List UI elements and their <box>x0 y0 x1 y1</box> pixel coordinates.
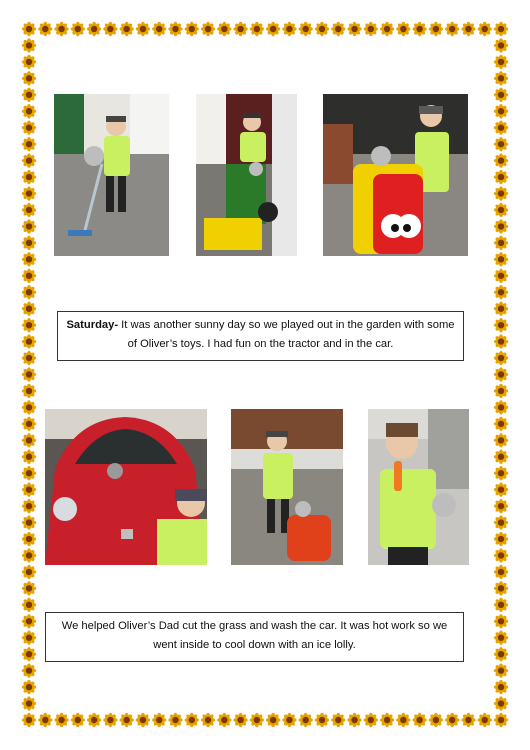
sunflower-icon <box>347 713 361 727</box>
sunflower-icon <box>22 121 36 135</box>
sunflower-icon <box>22 236 36 250</box>
sunflower-icon <box>71 22 85 36</box>
sunflower-icon <box>22 219 36 233</box>
sunflower-icon <box>103 713 117 727</box>
sunflower-icon <box>461 22 475 36</box>
sunflower-icon <box>380 713 394 727</box>
sunflower-icon <box>412 22 426 36</box>
sunflower-icon <box>201 22 215 36</box>
sunflower-icon <box>201 713 215 727</box>
sunflower-icon <box>22 499 36 513</box>
activity-text: We helped Oliver’s Dad cut the grass and wash the car. It was hot work so we went inside to cool down with an ice lolly. <box>61 620 448 651</box>
sunflower-icon <box>494 285 508 299</box>
sunflower-icon <box>38 22 52 36</box>
sunflower-icon <box>494 334 508 348</box>
sunflower-icon <box>22 713 36 727</box>
photo-scooter-boy <box>54 94 169 256</box>
sunflower-icon <box>315 22 329 36</box>
photo-red-car <box>45 409 207 565</box>
sunflower-icon <box>331 22 345 36</box>
sunflower-icon <box>445 713 459 727</box>
sunflower-icon <box>22 565 36 579</box>
sunflower-icon <box>22 450 36 464</box>
sunflower-icon <box>22 647 36 661</box>
sunflower-icon <box>168 22 182 36</box>
sunflower-icon <box>152 713 166 727</box>
sunflower-icon <box>494 137 508 151</box>
sunflower-icon <box>22 334 36 348</box>
sunflower-icon <box>494 713 508 727</box>
photo-tractor-boy <box>196 94 297 256</box>
sunflower-icon <box>38 713 52 727</box>
sunflower-icon <box>412 713 426 727</box>
sunflower-icon <box>22 153 36 167</box>
photo-lawnmower-boy <box>231 409 343 565</box>
sunflower-icon <box>494 351 508 365</box>
sunflower-icon <box>494 433 508 447</box>
sunflower-icon <box>22 367 36 381</box>
sunflower-icon <box>494 384 508 398</box>
sunflower-icon <box>282 713 296 727</box>
activity-caption <box>45 612 464 662</box>
sunflower-icon <box>22 351 36 365</box>
sunflower-icon <box>494 417 508 431</box>
sunflower-icon <box>494 170 508 184</box>
sunflower-icon <box>494 301 508 315</box>
sunflower-icon <box>478 22 492 36</box>
sunflower-icon <box>71 713 85 727</box>
sunflower-icon <box>22 318 36 332</box>
sunflower-icon <box>494 318 508 332</box>
sunflower-icon <box>22 137 36 151</box>
sunflower-icon <box>22 515 36 529</box>
sunflower-icon <box>494 22 508 36</box>
sunflower-icon <box>54 22 68 36</box>
sunflower-icon <box>494 71 508 85</box>
sunflower-icon <box>22 55 36 69</box>
sunflower-icon <box>22 252 36 266</box>
sunflower-icon <box>494 269 508 283</box>
sunflower-icon <box>22 186 36 200</box>
sunflower-icon <box>494 565 508 579</box>
sunflower-icon <box>22 269 36 283</box>
sunflower-icon <box>315 713 329 727</box>
sunflower-icon <box>22 38 36 52</box>
sunflower-icon <box>494 450 508 464</box>
saturday-caption <box>57 311 464 361</box>
sunflower-icon <box>54 713 68 727</box>
sunflower-icon <box>494 532 508 546</box>
sunflower-icon <box>347 22 361 36</box>
sunflower-icon <box>494 121 508 135</box>
sunflower-icon <box>22 631 36 645</box>
sunflower-icon <box>168 713 182 727</box>
sunflower-icon <box>494 153 508 167</box>
sunflower-icon <box>266 22 280 36</box>
sunflower-icon <box>22 433 36 447</box>
sunflower-icon <box>250 713 264 727</box>
sunflower-icon <box>22 203 36 217</box>
sunflower-icon <box>364 713 378 727</box>
sunflower-icon <box>22 104 36 118</box>
sunflower-icon <box>233 22 247 36</box>
sunflower-icon <box>494 55 508 69</box>
sunflower-icon <box>494 400 508 414</box>
sunflower-icon <box>494 38 508 52</box>
sunflower-icon <box>331 713 345 727</box>
saturday-text: It was another sunny day so we played out in the garden with some of Oliver’s toys. I had fun on the tractor and in the car. <box>118 319 455 350</box>
sunflower-icon <box>396 713 410 727</box>
sunflower-icon <box>22 548 36 562</box>
sunflower-icon <box>152 22 166 36</box>
sunflower-icon <box>494 631 508 645</box>
sunflower-icon <box>22 22 36 36</box>
sunflower-icon <box>119 22 133 36</box>
sunflower-icon <box>494 252 508 266</box>
sunflower-icon <box>22 614 36 628</box>
sunflower-icon <box>461 713 475 727</box>
sunflower-icon <box>103 22 117 36</box>
sunflower-icon <box>22 71 36 85</box>
photo-ice-lolly-boy <box>368 409 469 565</box>
sunflower-icon <box>429 713 443 727</box>
sunflower-icon <box>494 680 508 694</box>
sunflower-icon <box>494 548 508 562</box>
sunflower-icon <box>22 170 36 184</box>
sunflower-icon <box>445 22 459 36</box>
sunflower-icon <box>22 384 36 398</box>
sunflower-icon <box>136 713 150 727</box>
sunflower-icon <box>494 88 508 102</box>
sunflower-icon <box>396 22 410 36</box>
sunflower-icon <box>494 499 508 513</box>
sunflower-icon <box>22 417 36 431</box>
sunflower-icon <box>282 22 296 36</box>
sunflower-icon <box>364 22 378 36</box>
sunflower-icon <box>22 466 36 480</box>
sunflower-icon <box>22 581 36 595</box>
sunflower-icon <box>22 301 36 315</box>
sunflower-icon <box>22 663 36 677</box>
sunflower-icon <box>494 203 508 217</box>
sunflower-icon <box>87 22 101 36</box>
sunflower-icon <box>217 713 231 727</box>
sunflower-icon <box>380 22 394 36</box>
sunflower-icon <box>185 22 199 36</box>
sunflower-icon <box>250 22 264 36</box>
sunflower-icon <box>22 88 36 102</box>
sunflower-icon <box>185 713 199 727</box>
sunflower-icon <box>494 598 508 612</box>
sunflower-icon <box>22 285 36 299</box>
sunflower-icon <box>22 696 36 710</box>
sunflower-icon <box>494 696 508 710</box>
sunflower-icon <box>494 614 508 628</box>
sunflower-icon <box>22 400 36 414</box>
sunflower-icon <box>22 598 36 612</box>
sunflower-icon <box>494 466 508 480</box>
sunflower-icon <box>494 104 508 118</box>
photo-toy-car-boy <box>323 94 468 256</box>
sunflower-icon <box>494 482 508 496</box>
sunflower-icon <box>266 713 280 727</box>
sunflower-icon <box>494 581 508 595</box>
sunflower-icon <box>298 22 312 36</box>
sunflower-icon <box>494 186 508 200</box>
sunflower-icon <box>494 663 508 677</box>
sunflower-icon <box>478 713 492 727</box>
sunflower-icon <box>87 713 101 727</box>
sunflower-icon <box>494 219 508 233</box>
sunflower-icon <box>22 482 36 496</box>
sunflower-icon <box>233 713 247 727</box>
sunflower-icon <box>22 532 36 546</box>
sunflower-icon <box>494 647 508 661</box>
sunflower-icon <box>494 236 508 250</box>
saturday-label: Saturday- <box>66 319 119 331</box>
sunflower-icon <box>494 367 508 381</box>
sunflower-icon <box>494 515 508 529</box>
sunflower-icon <box>22 680 36 694</box>
sunflower-icon <box>217 22 231 36</box>
sunflower-icon <box>298 713 312 727</box>
sunflower-icon <box>136 22 150 36</box>
sunflower-icon <box>119 713 133 727</box>
sunflower-icon <box>429 22 443 36</box>
